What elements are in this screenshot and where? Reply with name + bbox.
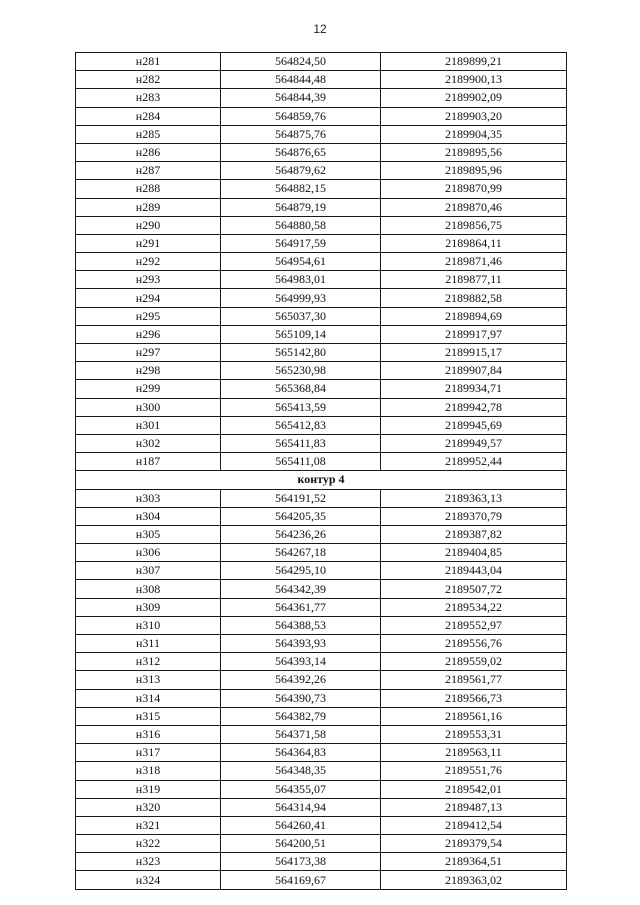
x-coordinate-cell: 564876,65 xyxy=(221,143,381,161)
x-coordinate-cell: 564859,76 xyxy=(221,107,381,125)
table-row xyxy=(76,53,567,71)
table-row xyxy=(76,616,567,634)
table-row xyxy=(76,71,567,89)
x-coordinate-cell: 564954,61 xyxy=(221,253,381,271)
x-coordinate-cell: 564983,01 xyxy=(221,271,381,289)
x-coordinate-cell: 565368,84 xyxy=(221,380,381,398)
table-row xyxy=(76,744,567,762)
point-id-cell: н324 xyxy=(76,871,221,889)
x-coordinate-cell: 564880,58 xyxy=(221,216,381,234)
point-id-cell: н281 xyxy=(76,53,221,71)
y-coordinate-cell: 2189895,56 xyxy=(381,143,567,161)
point-id-cell: н297 xyxy=(76,344,221,362)
y-coordinate-cell: 2189563,11 xyxy=(381,744,567,762)
point-id-cell: н288 xyxy=(76,180,221,198)
x-coordinate-cell: 564205,35 xyxy=(221,507,381,525)
point-id-cell: н322 xyxy=(76,835,221,853)
point-id-cell: н298 xyxy=(76,362,221,380)
y-coordinate-cell: 2189952,44 xyxy=(381,453,567,471)
y-coordinate-cell: 2189917,97 xyxy=(381,325,567,343)
point-id-cell: н287 xyxy=(76,162,221,180)
table-row xyxy=(76,344,567,362)
point-id-cell: н316 xyxy=(76,725,221,743)
y-coordinate-cell: 2189907,84 xyxy=(381,362,567,380)
table-row xyxy=(76,725,567,743)
point-id-cell: н294 xyxy=(76,289,221,307)
y-coordinate-cell: 2189559,02 xyxy=(381,653,567,671)
point-id-cell: н312 xyxy=(76,653,221,671)
table-row xyxy=(76,216,567,234)
point-id-cell: н310 xyxy=(76,616,221,634)
x-coordinate-cell: 565142,80 xyxy=(221,344,381,362)
point-id-cell: н299 xyxy=(76,380,221,398)
x-coordinate-cell: 564200,51 xyxy=(221,835,381,853)
y-coordinate-cell: 2189903,20 xyxy=(381,107,567,125)
y-coordinate-cell: 2189561,16 xyxy=(381,707,567,725)
point-id-cell: н291 xyxy=(76,234,221,252)
point-id-cell: н187 xyxy=(76,453,221,471)
y-coordinate-cell: 2189364,51 xyxy=(381,853,567,871)
x-coordinate-cell: 564342,39 xyxy=(221,580,381,598)
point-id-cell: н290 xyxy=(76,216,221,234)
table-row xyxy=(76,635,567,653)
x-coordinate-cell: 564236,26 xyxy=(221,525,381,543)
table-row xyxy=(76,544,567,562)
table-row xyxy=(76,289,567,307)
point-id-cell: н311 xyxy=(76,635,221,653)
point-id-cell: н293 xyxy=(76,271,221,289)
y-coordinate-cell: 2189899,21 xyxy=(381,53,567,71)
page-number: 12 xyxy=(313,22,327,36)
point-id-cell: н301 xyxy=(76,416,221,434)
table-row xyxy=(76,871,567,889)
x-coordinate-cell: 564824,50 xyxy=(221,53,381,71)
table-row xyxy=(76,416,567,434)
coordinates-table xyxy=(75,52,567,890)
table-row xyxy=(76,453,567,471)
x-coordinate-cell: 564267,18 xyxy=(221,544,381,562)
point-id-cell: н295 xyxy=(76,307,221,325)
table-row xyxy=(76,653,567,671)
table-row xyxy=(76,816,567,834)
x-coordinate-cell: 565412,83 xyxy=(221,416,381,434)
section-header-row xyxy=(76,471,567,489)
point-id-cell: н283 xyxy=(76,89,221,107)
y-coordinate-cell: 2189882,58 xyxy=(381,289,567,307)
x-coordinate-cell: 564882,15 xyxy=(221,180,381,198)
point-id-cell: н305 xyxy=(76,525,221,543)
x-coordinate-cell: 565411,08 xyxy=(221,453,381,471)
table-row xyxy=(76,798,567,816)
y-coordinate-cell: 2189934,71 xyxy=(381,380,567,398)
x-coordinate-cell: 564314,94 xyxy=(221,798,381,816)
y-coordinate-cell: 2189551,76 xyxy=(381,762,567,780)
x-coordinate-cell: 564875,76 xyxy=(221,125,381,143)
y-coordinate-cell: 2189487,13 xyxy=(381,798,567,816)
x-coordinate-cell: 565109,14 xyxy=(221,325,381,343)
x-coordinate-cell: 564371,58 xyxy=(221,725,381,743)
y-coordinate-cell: 2189542,01 xyxy=(381,780,567,798)
coordinates-table-body xyxy=(76,53,567,890)
x-coordinate-cell: 564295,10 xyxy=(221,562,381,580)
x-coordinate-cell: 564191,52 xyxy=(221,489,381,507)
y-coordinate-cell: 2189900,13 xyxy=(381,71,567,89)
y-coordinate-cell: 2189942,78 xyxy=(381,398,567,416)
table-row xyxy=(76,780,567,798)
y-coordinate-cell: 2189871,46 xyxy=(381,253,567,271)
x-coordinate-cell: 564844,48 xyxy=(221,71,381,89)
y-coordinate-cell: 2189534,22 xyxy=(381,598,567,616)
x-coordinate-cell: 564169,67 xyxy=(221,871,381,889)
point-id-cell: н289 xyxy=(76,198,221,216)
table-row xyxy=(76,707,567,725)
y-coordinate-cell: 2189556,76 xyxy=(381,635,567,653)
y-coordinate-cell: 2189904,35 xyxy=(381,125,567,143)
y-coordinate-cell: 2189561,77 xyxy=(381,671,567,689)
x-coordinate-cell: 565037,30 xyxy=(221,307,381,325)
table-row xyxy=(76,253,567,271)
x-coordinate-cell: 564879,19 xyxy=(221,198,381,216)
x-coordinate-cell: 564388,53 xyxy=(221,616,381,634)
y-coordinate-cell: 2189443,04 xyxy=(381,562,567,580)
x-coordinate-cell: 564361,77 xyxy=(221,598,381,616)
x-coordinate-cell: 564999,93 xyxy=(221,289,381,307)
x-coordinate-cell: 564392,26 xyxy=(221,671,381,689)
table-row xyxy=(76,143,567,161)
x-coordinate-cell: 564260,41 xyxy=(221,816,381,834)
y-coordinate-cell: 2189507,72 xyxy=(381,580,567,598)
x-coordinate-cell: 564917,59 xyxy=(221,234,381,252)
point-id-cell: н296 xyxy=(76,325,221,343)
table-row xyxy=(76,325,567,343)
section-title: контур 4 xyxy=(76,471,567,489)
point-id-cell: н286 xyxy=(76,143,221,161)
table-row xyxy=(76,835,567,853)
table-row xyxy=(76,434,567,452)
point-id-cell: н318 xyxy=(76,762,221,780)
x-coordinate-cell: 564348,35 xyxy=(221,762,381,780)
y-coordinate-cell: 2189379,54 xyxy=(381,835,567,853)
point-id-cell: н321 xyxy=(76,816,221,834)
y-coordinate-cell: 2189949,57 xyxy=(381,434,567,452)
y-coordinate-cell: 2189870,99 xyxy=(381,180,567,198)
table-row xyxy=(76,362,567,380)
point-id-cell: н313 xyxy=(76,671,221,689)
y-coordinate-cell: 2189552,97 xyxy=(381,616,567,634)
x-coordinate-cell: 564879,62 xyxy=(221,162,381,180)
x-coordinate-cell: 565230,98 xyxy=(221,362,381,380)
x-coordinate-cell: 564173,38 xyxy=(221,853,381,871)
table-row xyxy=(76,689,567,707)
y-coordinate-cell: 2189387,82 xyxy=(381,525,567,543)
y-coordinate-cell: 2189864,11 xyxy=(381,234,567,252)
table-row xyxy=(76,180,567,198)
point-id-cell: н284 xyxy=(76,107,221,125)
x-coordinate-cell: 564382,79 xyxy=(221,707,381,725)
point-id-cell: н303 xyxy=(76,489,221,507)
point-id-cell: н306 xyxy=(76,544,221,562)
x-coordinate-cell: 565413,59 xyxy=(221,398,381,416)
table-row xyxy=(76,125,567,143)
table-row xyxy=(76,507,567,525)
y-coordinate-cell: 2189895,96 xyxy=(381,162,567,180)
y-coordinate-cell: 2189363,13 xyxy=(381,489,567,507)
y-coordinate-cell: 2189877,11 xyxy=(381,271,567,289)
table-row xyxy=(76,107,567,125)
y-coordinate-cell: 2189412,54 xyxy=(381,816,567,834)
table-row xyxy=(76,271,567,289)
y-coordinate-cell: 2189370,79 xyxy=(381,507,567,525)
point-id-cell: н314 xyxy=(76,689,221,707)
table-row xyxy=(76,162,567,180)
table-row xyxy=(76,398,567,416)
y-coordinate-cell: 2189566,73 xyxy=(381,689,567,707)
table-row xyxy=(76,562,567,580)
table-row xyxy=(76,762,567,780)
point-id-cell: н292 xyxy=(76,253,221,271)
table-row xyxy=(76,307,567,325)
point-id-cell: н285 xyxy=(76,125,221,143)
table-row xyxy=(76,89,567,107)
point-id-cell: н309 xyxy=(76,598,221,616)
x-coordinate-cell: 564393,14 xyxy=(221,653,381,671)
point-id-cell: н300 xyxy=(76,398,221,416)
table-row xyxy=(76,598,567,616)
x-coordinate-cell: 564844,39 xyxy=(221,89,381,107)
y-coordinate-cell: 2189404,85 xyxy=(381,544,567,562)
x-coordinate-cell: 564355,07 xyxy=(221,780,381,798)
table-row xyxy=(76,234,567,252)
x-coordinate-cell: 564393,93 xyxy=(221,635,381,653)
table-row xyxy=(76,525,567,543)
y-coordinate-cell: 2189870,46 xyxy=(381,198,567,216)
table-row xyxy=(76,580,567,598)
table-row xyxy=(76,489,567,507)
y-coordinate-cell: 2189894,69 xyxy=(381,307,567,325)
y-coordinate-cell: 2189915,17 xyxy=(381,344,567,362)
y-coordinate-cell: 2189856,75 xyxy=(381,216,567,234)
y-coordinate-cell: 2189553,31 xyxy=(381,725,567,743)
y-coordinate-cell: 2189363,02 xyxy=(381,871,567,889)
point-id-cell: н317 xyxy=(76,744,221,762)
point-id-cell: н304 xyxy=(76,507,221,525)
table-row xyxy=(76,198,567,216)
y-coordinate-cell: 2189902,09 xyxy=(381,89,567,107)
point-id-cell: н315 xyxy=(76,707,221,725)
point-id-cell: н319 xyxy=(76,780,221,798)
point-id-cell: н282 xyxy=(76,71,221,89)
table-row xyxy=(76,853,567,871)
table-row xyxy=(76,380,567,398)
point-id-cell: н302 xyxy=(76,434,221,452)
x-coordinate-cell: 564364,83 xyxy=(221,744,381,762)
table-row xyxy=(76,671,567,689)
x-coordinate-cell: 564390,73 xyxy=(221,689,381,707)
point-id-cell: н320 xyxy=(76,798,221,816)
point-id-cell: н323 xyxy=(76,853,221,871)
point-id-cell: н308 xyxy=(76,580,221,598)
y-coordinate-cell: 2189945,69 xyxy=(381,416,567,434)
point-id-cell: н307 xyxy=(76,562,221,580)
x-coordinate-cell: 565411,83 xyxy=(221,434,381,452)
